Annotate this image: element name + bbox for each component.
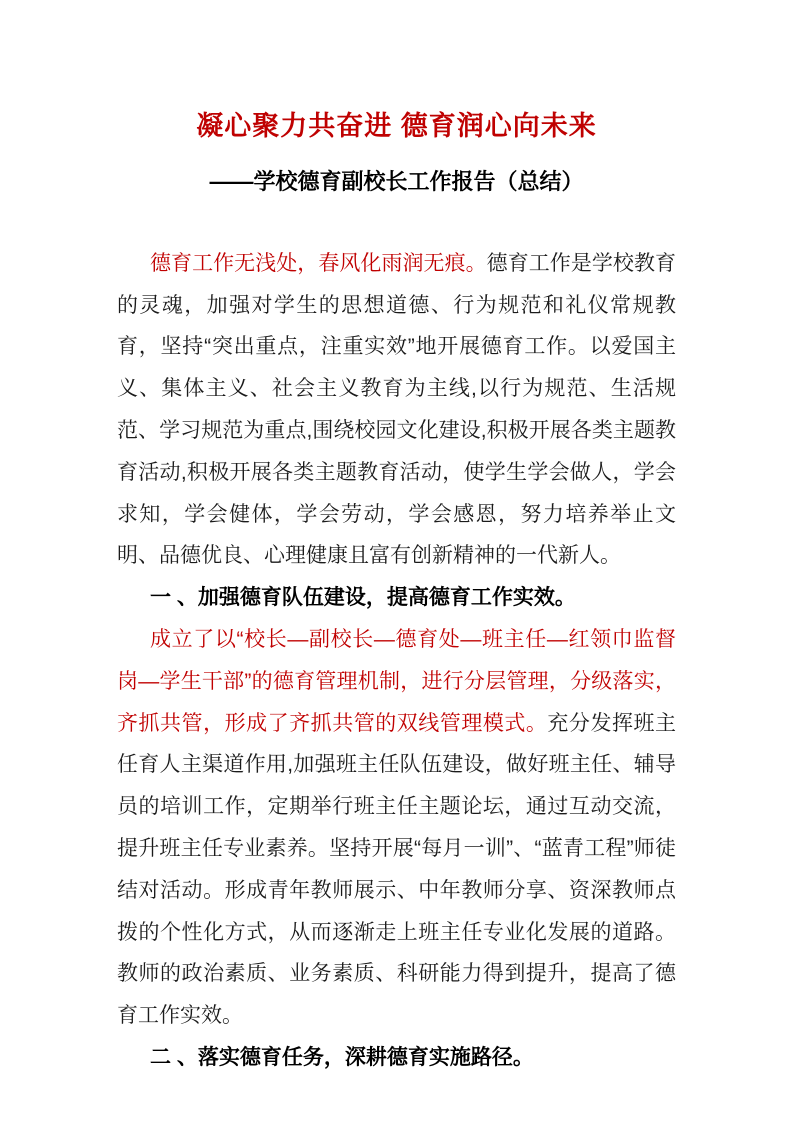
document-subtitle: ——学校德育副校长工作报告（总结） — [209, 169, 584, 195]
document-body — [117, 243, 676, 1079]
paragraph-intro — [117, 243, 676, 577]
paragraph-section-1 — [117, 619, 676, 1037]
intro-lead-sentence-red: 德育工作无浅处，春风化雨润无痕。 — [150, 251, 487, 275]
intro-body-text: 德育工作是学校教育的灵魂，加强对学生的思想道德、行为规范和礼仪常规教育，坚持“突出重点，注重实效”地开展德育工作。以爱国主义、集体主义、社会主义教育为主线,以行为规范、生活规范、学习规范为重点,围绕校园文化建设,积极开展各类主题教育活动,积极开展各类主题教育活动，使学生学会做人，学会求知，学会健体，学会劳动，学会感恩，努力培养举止文明、品德优良、心理健康且富有创新精神的一代新人。 — [117, 251, 677, 568]
document-title: 凝心聚力共奋进 德育润心向未来 — [196, 111, 597, 141]
section-1-body-text: 充分发挥班主任育人主渠道作用,加强班主任队伍建设，做好班主任、辅导员的培训工作，定期举行班主任主题论坛，通过互动交流，提升班主任专业素养。坚持开展“每月一训”、“蓝青工程”师徒结对活动。形成青年教师展示、中年教师分享、资深教师点拨的个性化方式，从而逐渐走上班主任专业化发展的道路。教师的政治素质、业务素质、科研能力得到提升，提高了德育工作实效。 — [117, 711, 677, 1028]
management-mechanism-red: 成立了以“校长—副校长—德育处—班主任—红领巾监督岗—学生干部”的德育管理机制，进行分层管理，分级落实，齐抓共管，形成了齐抓共管的双线管理模式。 — [117, 627, 676, 735]
section-heading-1: 一 、加强德育队伍建设，提高德育工作实效。 — [150, 586, 576, 610]
section-heading-2: 二 、落实德育任务，深耕德育实施路径。 — [150, 1045, 534, 1069]
